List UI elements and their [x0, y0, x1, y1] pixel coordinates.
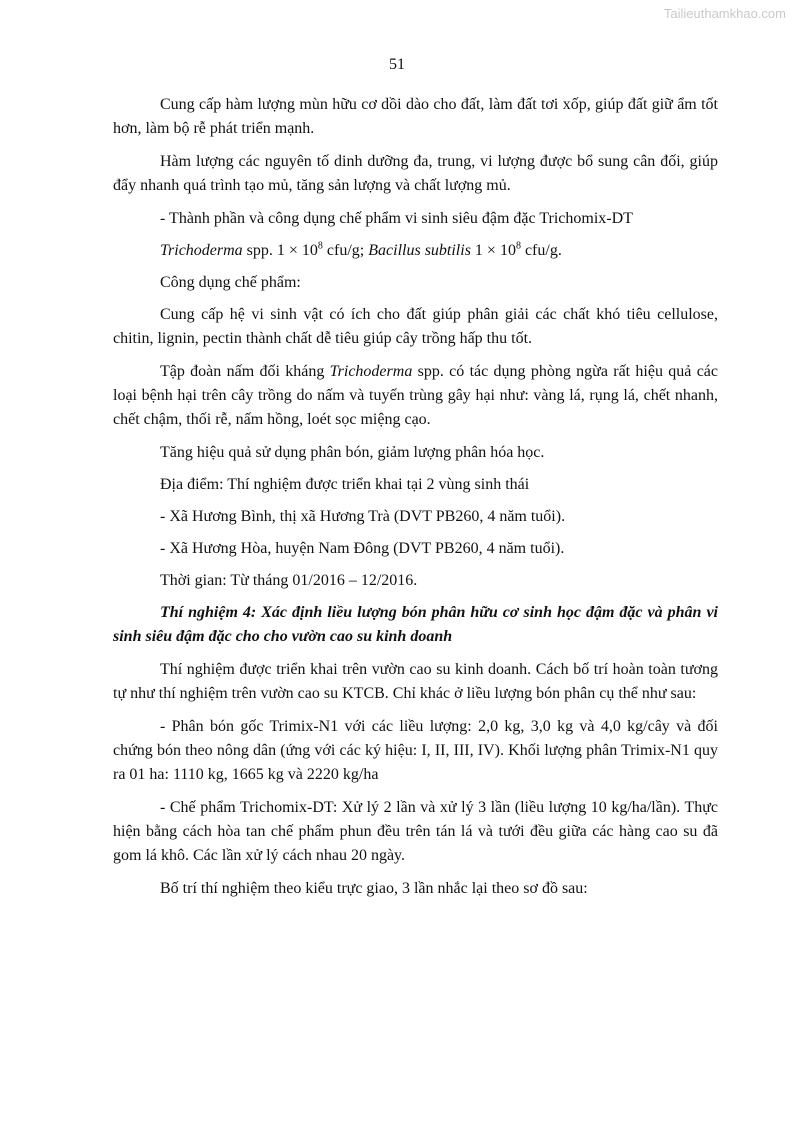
paragraph-site-huong-binh: - Xã Hương Bình, thị xã Hương Trà (DVT PB260, 4 năm tuổi). — [160, 508, 566, 525]
experiment-4-heading: Thí nghiệm 4: Xác định liều lượng bón phân hữu cơ sinh học đậm đặc và phân vi sinh siêu đậm đặc cho cho vườn cao su kinh doanh — [113, 604, 718, 645]
paragraph-microbes: Cung cấp hệ vi sinh vật có ích cho đất giúp phân giải các chất khó tiêu cellulose, chitin, lignin, pectin thành chất dễ tiêu giúp cây trồng hấp thu tốt. — [113, 306, 718, 347]
species-trichoderma-2: Trichoderma — [329, 363, 413, 380]
species-trichoderma: Trichoderma — [160, 242, 243, 259]
paragraph-location: Địa điểm: Thí nghiệm được triển khai tại 2 vùng sinh thái — [160, 476, 530, 493]
paragraph-trichomix-composition: - Thành phần và công dụng chế phẩm vi sinh siêu đậm đặc Trichomix-DT — [160, 210, 633, 227]
species-bacillus: Bacillus subtilis — [368, 242, 471, 259]
paragraph-layout-design: Bố trí thí nghiệm theo kiểu trực giao, 3 lần nhắc lại theo sơ đồ sau: — [160, 880, 588, 897]
dose-bacillus: 1 × 10 — [470, 242, 516, 259]
paragraph-nutrients: Hàm lượng các nguyên tố dinh dưỡng đa, trung, vi lượng được bổ sung cân đối, giúp đẩy nhanh quá trình tạo mủ, tăng sản lượng và chất lượng mủ. — [113, 153, 718, 194]
dose-trichoderma: spp. 1 × 10 — [242, 242, 318, 259]
paragraph-trichoderma-effect — [113, 360, 718, 432]
paragraph-uses-label: Công dụng chế phẩm: — [160, 274, 301, 291]
trichoderma-effect-text: spp. có tác dụng phòng ngừa rất hiệu quả các loại bệnh hại trên cây trồng do nấm và tuyến trùng gây hại như: vàng lá, rụng lá, chết nhanh, chết chậm, thối rễ, nấm hồng, loét sọc miệng cạo. — [113, 363, 719, 428]
exponent-trichoderma: 8 — [317, 240, 323, 252]
paragraph-trimix-dosage: - Phân bón gốc Trimix-N1 với các liều lượng: 2,0 kg, 3,0 kg và 4,0 kg/cây và đối chứng bón theo nông dân (ứng với các ký hiệu: I, II, III, IV). Khối lượng phân Trimix-N1 quy ra 01 ha: 1110 kg, 1665 kg và 2220 kg/ha — [113, 718, 718, 783]
document-body — [113, 93, 718, 909]
watermark: Tailieuthamkhao.com — [663, 6, 786, 21]
paragraph-strain-density — [113, 239, 718, 263]
paragraph-experiment-setup: Thí nghiệm được triển khai trên vườn cao su kinh doanh. Cách bố trí hoàn toàn tương tự như thí nghiệm trên vườn cao su KTCB. Chỉ khác ở liều lượng bón phân cụ thể như sau: — [113, 661, 718, 702]
trichoderma-intro: Tập đoàn nấm đối kháng — [160, 363, 330, 380]
unit-bacillus: cfu/g. — [520, 242, 562, 259]
paragraph-humus: Cung cấp hàm lượng mùn hữu cơ dồi dào cho đất, làm đất tơi xốp, giúp đất giữ ẩm tốt hơn, làm bộ rễ phát triển mạnh. — [113, 96, 718, 137]
page-number: 51 — [389, 56, 405, 73]
paragraph-time: Thời gian: Từ tháng 01/2016 – 12/2016. — [160, 572, 418, 589]
paragraph-fertilizer-efficiency: Tăng hiệu quả sử dụng phân bón, giảm lượng phân hóa học. — [160, 444, 545, 461]
paragraph-site-huong-hoa: - Xã Hương Hòa, huyện Nam Đông (DVT PB260, 4 năm tuổi). — [160, 540, 565, 557]
exponent-bacillus: 8 — [515, 240, 521, 252]
paragraph-trichomix-treatment: - Chế phẩm Trichomix-DT: Xử lý 2 lần và xử lý 3 lần (liều lượng 10 kg/ha/lần). Thực hiện bằng cách hòa tan chế phẩm phun đều trên tán lá và tưới đều giữa các hàng cao su đã gom lá khô. Các lần xử lý cách nhau 20 ngày. — [113, 799, 718, 864]
unit-trichoderma: cfu/g; — [322, 242, 369, 259]
